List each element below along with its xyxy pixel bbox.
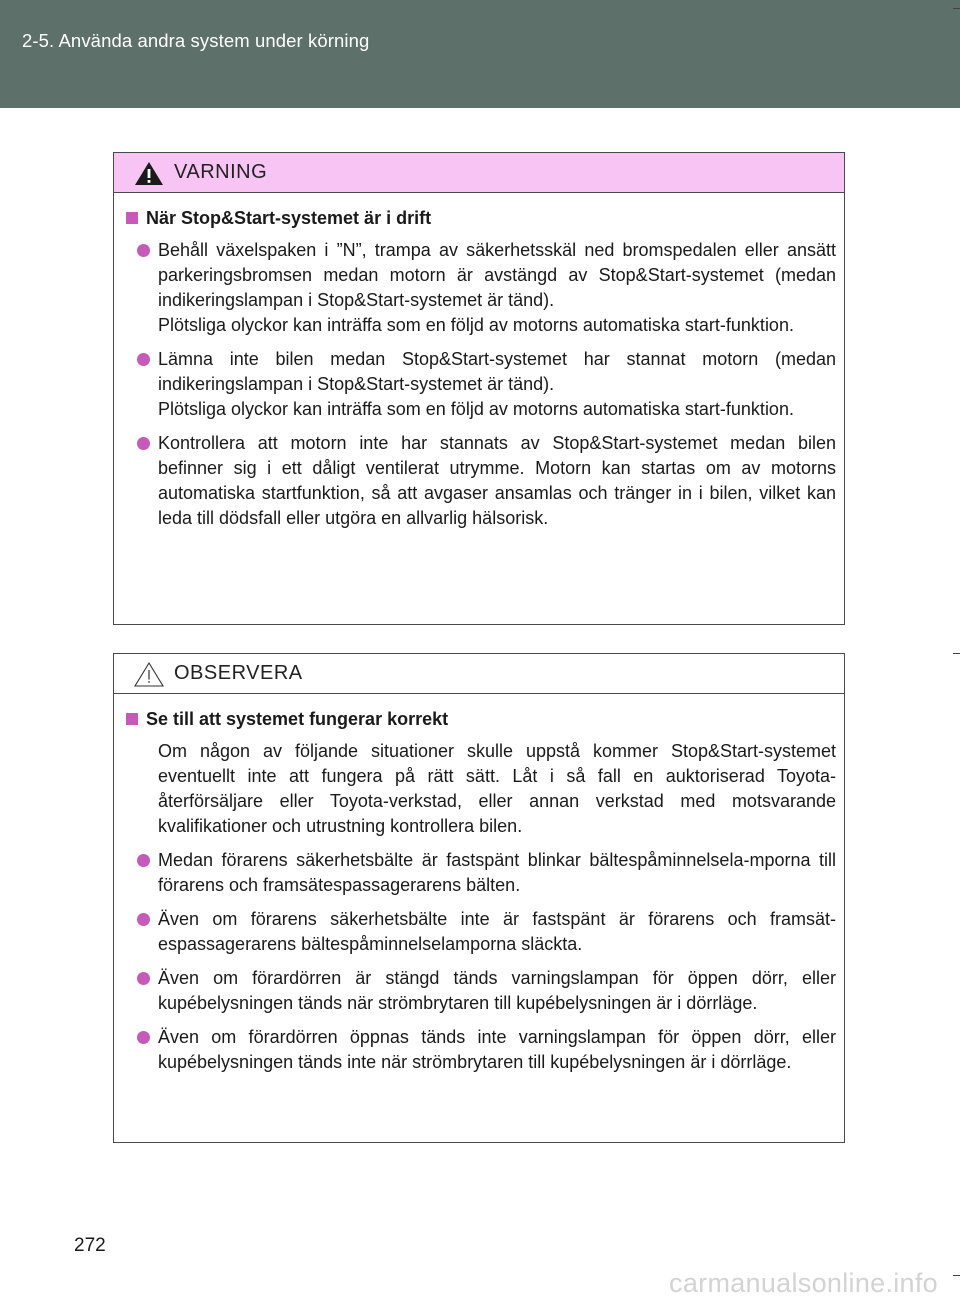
round-bullet-icon	[137, 353, 150, 366]
warning-triangle-filled-icon	[132, 159, 166, 187]
crop-mark	[953, 1275, 960, 1276]
list-item-text: Behåll växelspaken i ”N”, trampa av säkerhetsskäl ned bromspedalen eller ansätt parkeringsbromsen medan motorn är avstängd av Stop&Start-systemet (medan indikeringslampan i Stop&Start-systemet är tänd).	[158, 240, 836, 310]
caution-intro: Om någon av följande situationer skulle uppstå kommer Stop&Start-systemet eventuellt inte att fungera på rätt sätt. Låt i så fall en auktoriserad Toyota-återförsäljare eller Toyota-verkstad, eller annan verkstad med motsvarande kvalifikationer och utrustning kontrollera bilen.	[158, 741, 836, 836]
warning-label: VARNING	[174, 161, 268, 183]
square-bullet-icon	[126, 713, 138, 725]
warning-header	[114, 153, 844, 193]
list-item	[126, 238, 836, 338]
warning-body	[114, 193, 844, 531]
caution-body	[114, 694, 844, 1075]
list-item-text: Kontrollera att motorn inte har stannats av Stop&Start-systemet medan bilen befinner sig i ett dåligt ventilerat utrymme. Motorn kan startas om av motorns automatiska startfunktion, så att avgaser ansamlas och tränger in i bilen, vilket kan leda till dödsfall eller utgöra en allvarlig hälsorisk.	[158, 433, 836, 528]
caution-label: OBSERVERA	[174, 662, 303, 684]
section-title: 2-5. Använda andra system under körning	[22, 30, 370, 51]
crop-mark	[953, 653, 960, 654]
caution-box	[113, 653, 845, 1143]
warning-box	[113, 152, 845, 625]
caution-subheading	[126, 707, 836, 732]
square-bullet-icon	[126, 212, 138, 224]
caution-subheading-text: Se till att systemet fungerar korrekt	[146, 709, 449, 729]
round-bullet-icon	[137, 437, 150, 450]
list-item-text: Medan förarens säkerhetsbälte är fastspänt blinkar bältespåminnelsela-mporna till förarens och framsätespassagerarens bälten.	[158, 850, 836, 895]
round-bullet-icon	[137, 1031, 150, 1044]
list-item	[126, 1025, 836, 1075]
caution-header	[114, 654, 844, 694]
warning-triangle-outline-icon	[132, 660, 166, 688]
section-header-band	[0, 0, 960, 108]
round-bullet-icon	[137, 972, 150, 985]
list-item-text: Lämna inte bilen medan Stop&Start-systemet har stannat motorn (medan indikeringslampan i Stop&Start-systemet är tänd).	[158, 349, 836, 394]
list-item	[126, 966, 836, 1016]
list-item-note: Plötsliga olyckor kan inträffa som en följd av motorns automatiska start-funktion.	[158, 399, 794, 419]
crop-mark	[953, 8, 960, 9]
list-item	[126, 431, 836, 531]
list-item-text: Även om förarens säkerhetsbälte inte är fastspänt är förarens och framsät-espassagerarens bältespåminnelselamporna släckta.	[158, 909, 836, 954]
warning-subheading	[126, 206, 836, 231]
watermark: carmanualsonline.info	[669, 1268, 938, 1298]
round-bullet-icon	[137, 854, 150, 867]
list-item	[126, 347, 836, 422]
round-bullet-icon	[137, 913, 150, 926]
list-item	[126, 907, 836, 957]
page-number: 272	[74, 1235, 106, 1256]
list-item-text: Även om förardörren är stängd tänds varningslampan för öppen dörr, eller kupébelysningen tänds när strömbrytaren till kupébelysningen är i dörrläge.	[158, 968, 836, 1013]
warning-subheading-text: När Stop&Start-systemet är i drift	[146, 208, 432, 228]
round-bullet-icon	[137, 244, 150, 257]
list-item	[126, 848, 836, 898]
list-item-text: Även om förardörren öppnas tänds inte varningslampan för öppen dörr, eller kupébelysningen tänds inte när strömbrytaren till kupébelysningen är i dörrläge.	[158, 1027, 836, 1072]
list-item-note: Plötsliga olyckor kan inträffa som en följd av motorns automatiska start-funktion.	[158, 315, 794, 335]
